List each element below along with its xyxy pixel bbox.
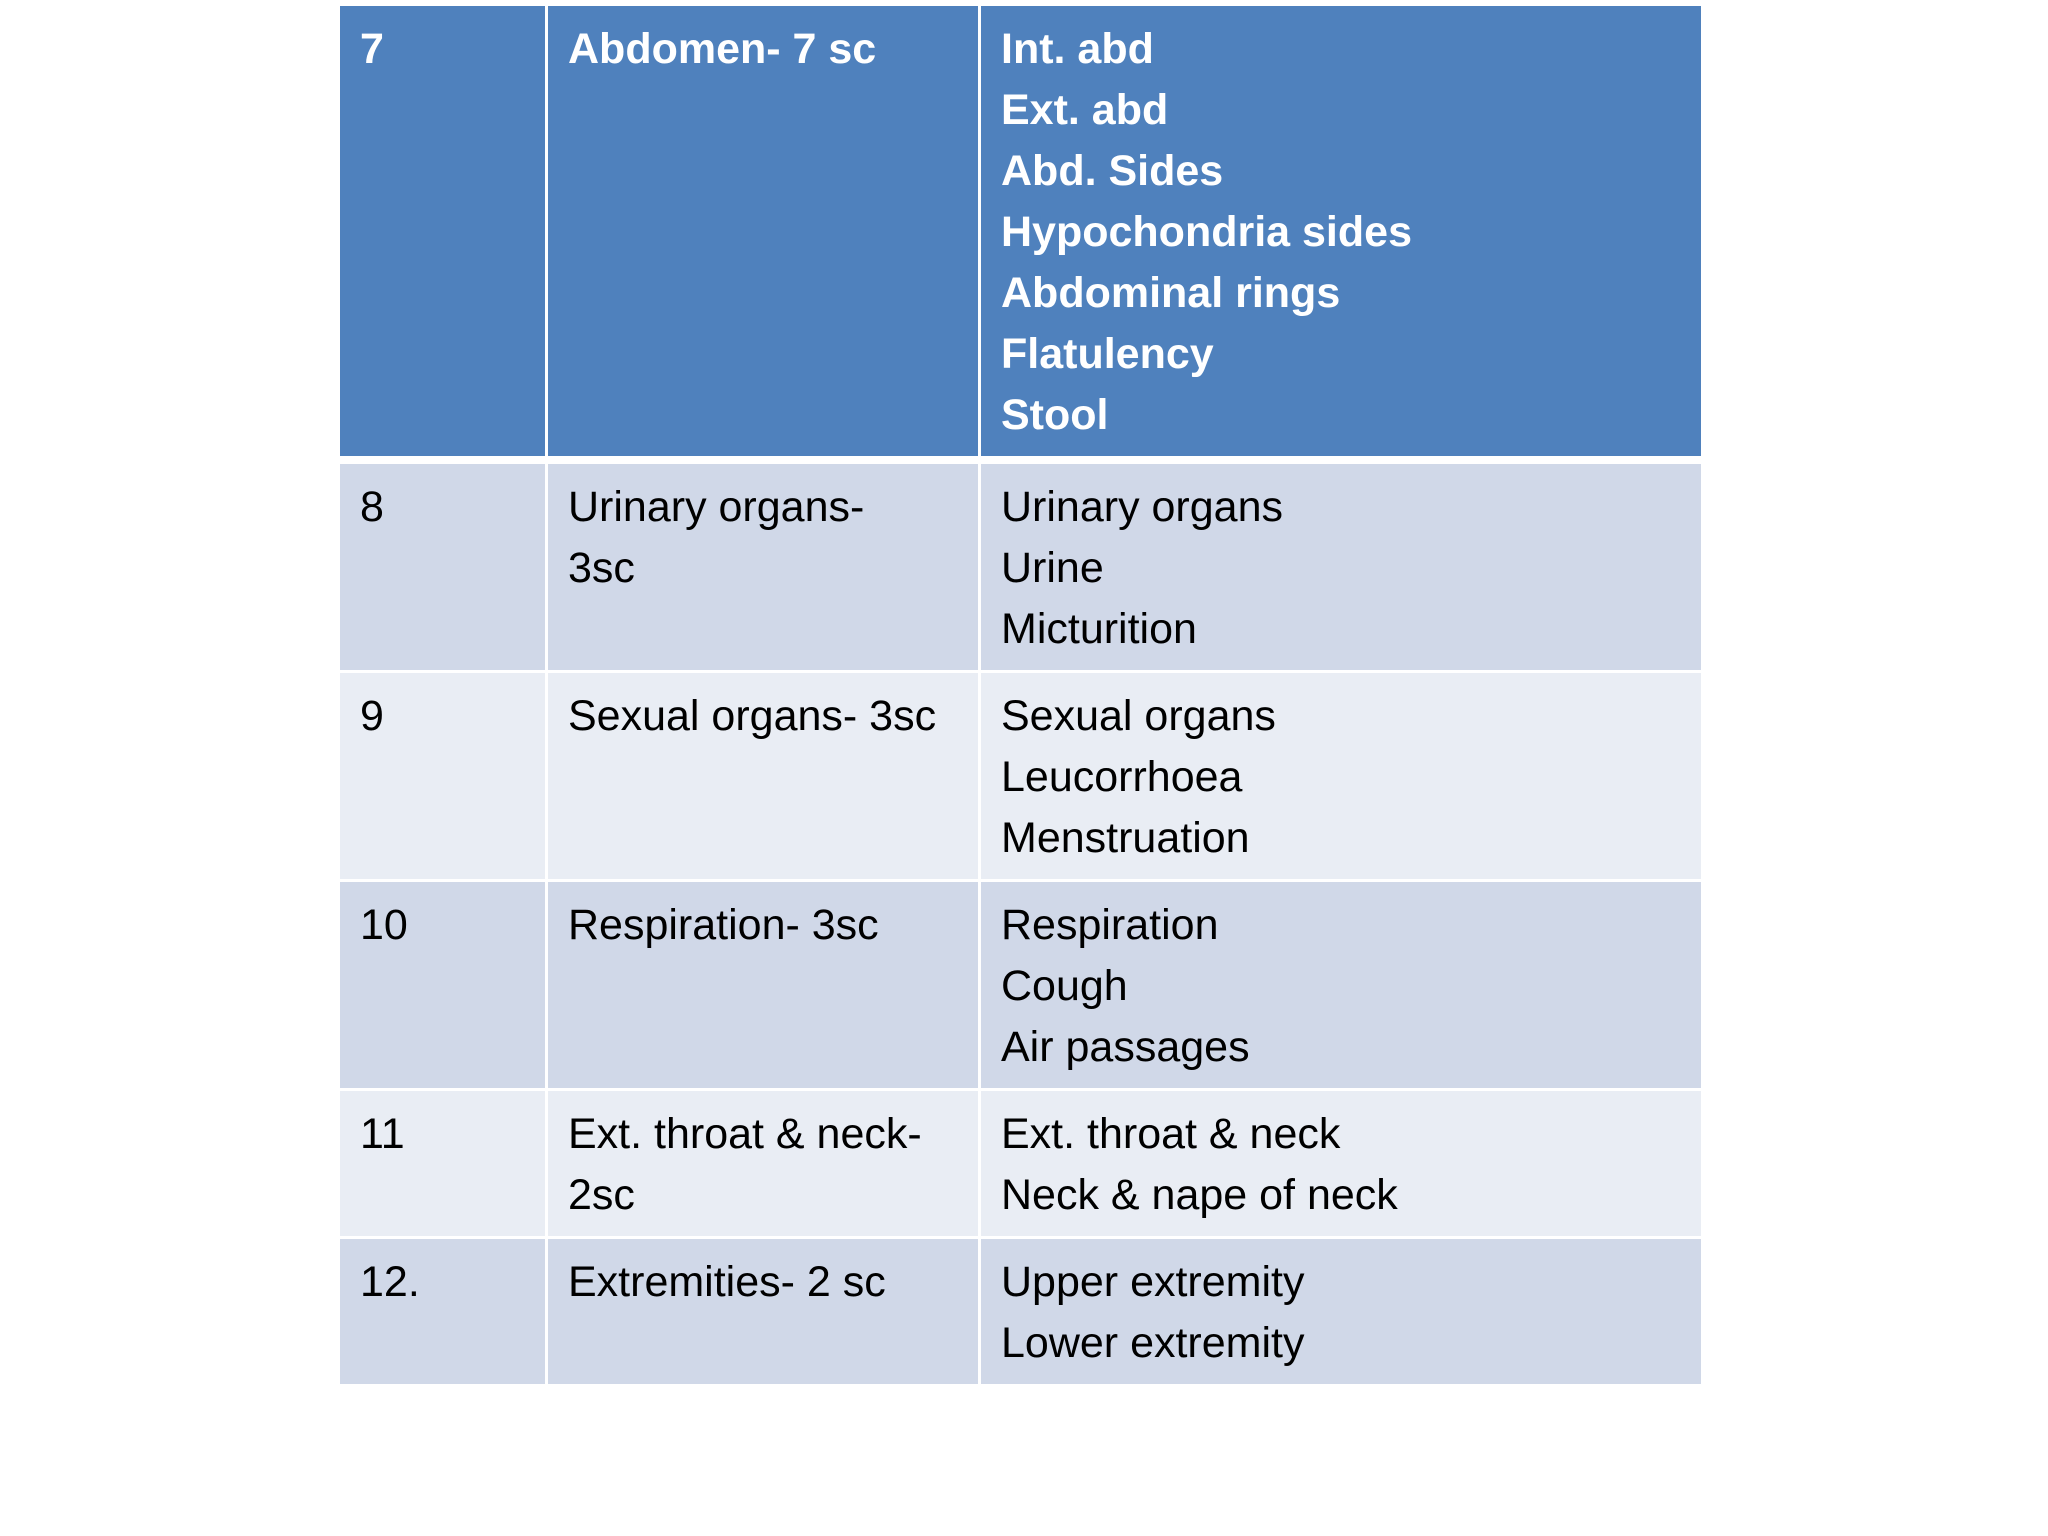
subchapter-item: Lower extremity [1001, 1319, 1305, 1367]
table-row [339, 1238, 1703, 1386]
subchapter-item: Air passages [1001, 1023, 1250, 1071]
region-label: Extremities- 2 sc [568, 1258, 886, 1306]
region-cell [547, 460, 980, 672]
subchapters-cell [980, 1090, 1703, 1238]
row-number-cell [339, 5, 547, 461]
subchapter-item: Menstruation [1001, 814, 1250, 862]
row-number: 7 [360, 25, 384, 73]
region-cell [547, 5, 980, 461]
subchapter-item: Abd. Sides [1001, 147, 1224, 195]
row-number: 10 [360, 901, 408, 949]
table-row [339, 1090, 1703, 1238]
subchapter-item: Ext. throat & neck [1001, 1110, 1341, 1158]
region-cell [547, 881, 980, 1090]
subchapters-cell [980, 672, 1703, 881]
table-row [339, 672, 1703, 881]
row-number: 8 [360, 483, 384, 531]
row-number-cell [339, 1238, 547, 1386]
table-row [339, 460, 1703, 672]
row-number: 12. [360, 1258, 420, 1306]
row-number-cell [339, 881, 547, 1090]
region-label: Sexual organs- 3sc [568, 692, 937, 740]
subchapter-item: Upper extremity [1001, 1258, 1305, 1306]
region-label-line: Ext. throat & neck- [568, 1110, 922, 1158]
subchapter-item: Neck & nape of neck [1001, 1171, 1398, 1219]
region-label: Respiration- 3sc [568, 901, 879, 949]
row-number: 11 [360, 1110, 405, 1158]
region-cell [547, 672, 980, 881]
row-number-cell [339, 672, 547, 881]
subchapter-item: Ext. abd [1001, 86, 1169, 134]
subchapters-cell [980, 5, 1703, 461]
region-cell [547, 1238, 980, 1386]
rubrics-table [337, 3, 1704, 1387]
table-row [339, 881, 1703, 1090]
subchapter-item: Urinary organs [1001, 483, 1283, 531]
subchapter-item: Sexual organs [1001, 692, 1276, 740]
subchapter-item: Urine [1001, 544, 1104, 592]
row-number-cell [339, 1090, 547, 1238]
subchapter-item: Cough [1001, 962, 1128, 1010]
region-label: Abdomen- 7 sc [568, 25, 877, 73]
row-number: 9 [360, 692, 384, 740]
region-cell [547, 1090, 980, 1238]
subchapter-item: Int. abd [1001, 25, 1154, 73]
subchapter-item: Leucorrhoea [1001, 753, 1243, 801]
subchapters-cell [980, 881, 1703, 1090]
subchapter-item: Micturition [1001, 605, 1197, 653]
subchapter-item: Hypochondria sides [1001, 208, 1412, 256]
region-label-line: 3sc [568, 544, 635, 592]
subchapter-item: Respiration [1001, 901, 1219, 949]
region-label-line: Urinary organs- [568, 483, 865, 531]
subchapters-cell [980, 460, 1703, 672]
subchapter-item: Abdominal rings [1001, 269, 1341, 317]
region-label-line: 2sc [568, 1171, 635, 1219]
subchapter-item: Stool [1001, 391, 1109, 439]
subchapter-item: Flatulency [1001, 330, 1214, 378]
row-number-cell [339, 460, 547, 672]
table-row [339, 5, 1703, 461]
subchapters-cell [980, 1238, 1703, 1386]
